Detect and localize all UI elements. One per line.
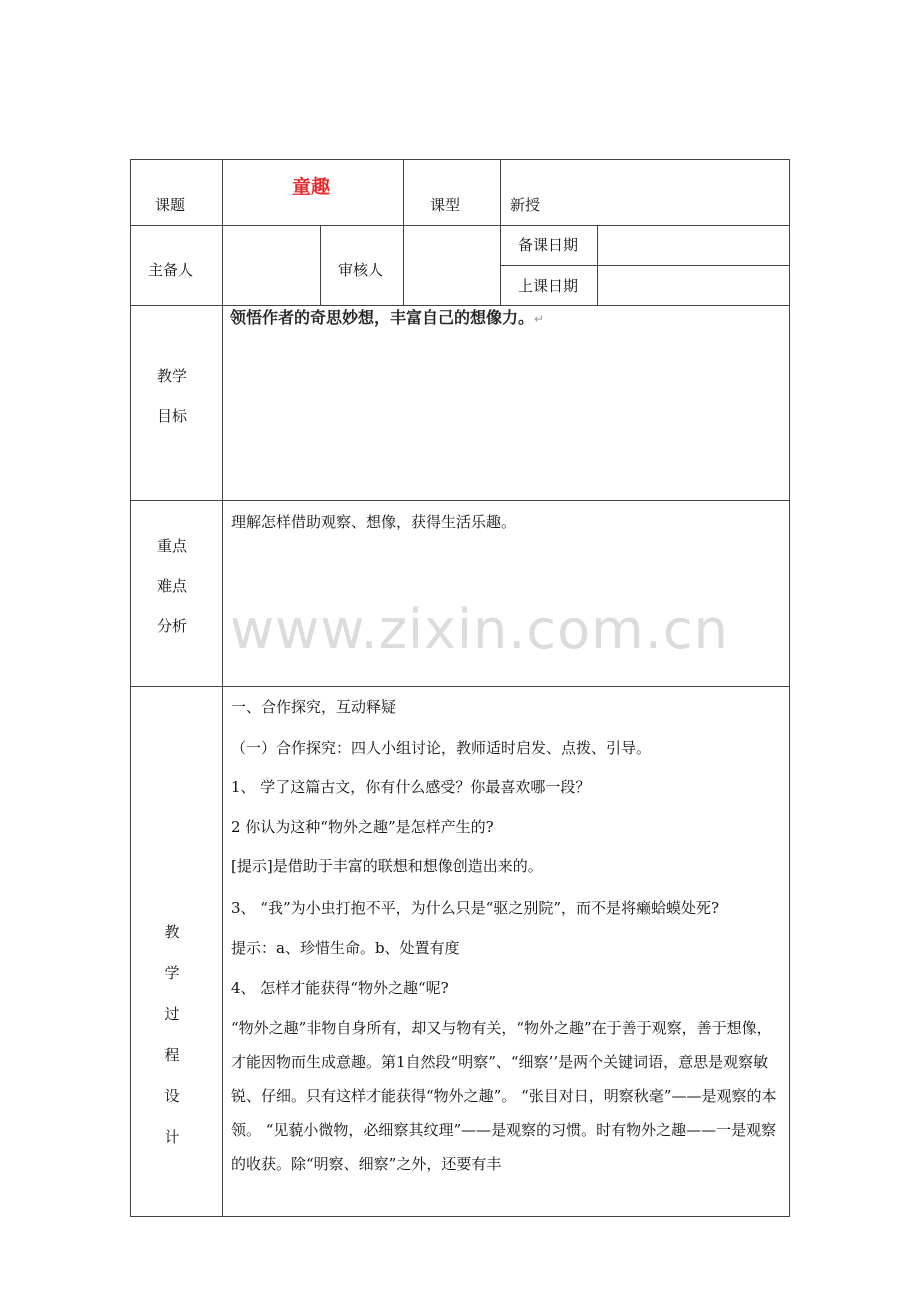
row-divider-3: [130, 500, 790, 501]
process-label-char: 计: [164, 1128, 180, 1146]
objectives-text: 领悟作者的奇思妙想，丰富自己的想像力。↵: [230, 308, 545, 327]
return-mark-icon: ↵: [534, 312, 545, 326]
process-line: 一、合作探究，互动释疑: [231, 698, 397, 716]
lesson-title: 童趣: [292, 176, 331, 198]
process-paragraph: “物外之趣”非物自身所有，却又与物有关，“物外之趣”在于善于观察，善于想像，才能因物而生成意趣。第1自然段“明察”、“细察’’是两个关键词语，意思是观察敏锐、仔细。只有这样才能获得“物外之趣”。 “张目对日，明察秋毫”——是观察的本领。 “见藐小微物，必细察其纹理”——是观察的习惯。时有物外之趣——一是观察的收获。除“明察、细察”之外，还要有丰: [231, 1019, 777, 1173]
process-line: 2 你认为这种“物外之趣”是怎样产生的?: [231, 818, 494, 836]
class-date-label: 上课日期: [518, 277, 579, 295]
col-divider-b: [500, 159, 501, 305]
row-divider-date: [500, 265, 790, 266]
table-border-bottom: [130, 1216, 790, 1217]
preparer-label: 主备人: [148, 261, 194, 279]
label-column-divider: [222, 159, 223, 1217]
objectives-label-line2: 目标: [157, 407, 188, 425]
table-border-right: [789, 159, 790, 1217]
process-label: [155, 912, 189, 1158]
col-divider-c: [320, 225, 321, 305]
table-border-left: [130, 159, 131, 1217]
objectives-label-line1: 教学: [157, 367, 188, 385]
keypoints-label-line2: 难点: [157, 577, 188, 595]
type-label: 课型: [430, 196, 461, 214]
process-line: 提示：a、珍惜生命。b、处置有度: [231, 939, 460, 957]
process-line: [提示]是借助于丰富的联想和想像创造出来的。: [231, 857, 543, 875]
keypoints-label-line1: 重点: [157, 537, 188, 555]
reviewer-label: 审核人: [338, 261, 384, 279]
keypoints-label-line3: 分析: [157, 617, 188, 635]
process-label-char: 程: [164, 1046, 180, 1064]
process-label-char: 学: [164, 964, 180, 982]
process-line: 3、 “我”为小虫打抱不平，为什么只是“驱之别院”，而不是将癞蛤蟆处死?: [231, 899, 720, 917]
process-line: （一）合作探究：四人小组讨论，教师适时启发、点拨、引导。: [231, 739, 652, 757]
row-divider-4: [130, 686, 790, 687]
process-line: 4、 怎样才能获得“物外之趣“呢?: [231, 979, 449, 997]
col-divider-d: [597, 225, 598, 305]
table-border-top: [130, 159, 790, 160]
process-label-char: 设: [164, 1087, 180, 1105]
prep-date-label: 备课日期: [518, 236, 579, 254]
process-label-char: 教: [164, 923, 180, 941]
process-label-char: 过: [164, 1005, 180, 1023]
watermark: www.zixin.com.cn: [230, 598, 729, 661]
col-divider-a: [403, 159, 404, 305]
type-value: 新授: [510, 196, 541, 214]
process-line: 1、 学了这篇古文，你有什么感受？你最喜欢哪一段？: [231, 778, 591, 796]
row-divider-1: [130, 225, 790, 226]
subject-label: 课题: [155, 196, 186, 214]
keypoints-text: 理解怎样借助观察、想像，获得生活乐趣。: [231, 513, 517, 531]
